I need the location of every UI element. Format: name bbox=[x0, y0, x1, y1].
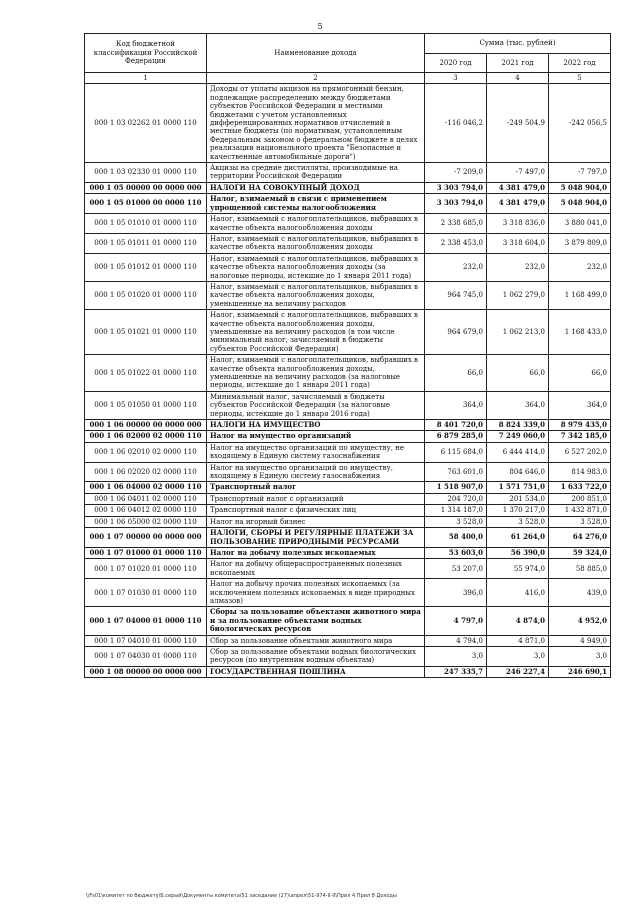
table-row bbox=[85, 310, 611, 355]
table-row bbox=[85, 281, 611, 309]
row-value: 1 370 217,0 bbox=[487, 505, 549, 516]
header-year-2: 2021 год bbox=[487, 53, 549, 73]
table-row bbox=[85, 547, 611, 558]
row-value: 7 249 060,0 bbox=[487, 431, 549, 442]
row-name: Налог на добычу прочих полезных ископаемых (за исключением полезных ископаемых в виде природных алмазов) bbox=[207, 579, 425, 607]
header-num-1: 1 bbox=[85, 73, 207, 84]
row-name: Акцизы на средние дистилляты, производимые на территории Российской Федерации bbox=[207, 163, 425, 183]
row-code: 000 1 05 01050 01 0000 110 bbox=[85, 391, 207, 419]
row-value: 7 342 185,0 bbox=[549, 431, 611, 442]
row-value: -249 504,9 bbox=[487, 84, 549, 163]
row-name: Налог, взимаемый с налогоплательщиков, выбравших в качестве объекта налогообложения доходы, уменьшенные на величину расходов bbox=[207, 281, 425, 309]
row-value: 4 871,0 bbox=[487, 635, 549, 646]
row-name: Транспортный налог с физических лиц bbox=[207, 505, 425, 516]
row-value: 6 879 285,0 bbox=[425, 431, 487, 442]
row-value: 3 528,0 bbox=[549, 516, 611, 527]
row-code: 000 1 06 02020 02 0000 110 bbox=[85, 462, 207, 482]
row-value: 8 979 435,0 bbox=[549, 420, 611, 431]
row-value: 4 794,0 bbox=[425, 635, 487, 646]
row-name: Сбор за пользование объектами животного мира bbox=[207, 635, 425, 646]
row-value: 1 432 871,0 bbox=[549, 505, 611, 516]
row-code: 000 1 07 01030 01 0000 110 bbox=[85, 579, 207, 607]
table-row bbox=[85, 233, 611, 253]
row-value: 1 633 722,0 bbox=[549, 482, 611, 493]
row-value: -242 056,5 bbox=[549, 84, 611, 163]
table-row bbox=[85, 163, 611, 183]
row-value: 247 335,7 bbox=[425, 666, 487, 677]
row-code: 000 1 07 04030 01 0000 110 bbox=[85, 646, 207, 666]
row-value: 3,0 bbox=[425, 646, 487, 666]
row-value: 58 885,0 bbox=[549, 559, 611, 579]
row-name: Налог, взимаемый с налогоплательщиков, выбравших в качестве объекта налогообложения доходы, уменьшенные на величину расходов (в том числе минимальный налог, зачисляемый в бюджеты субъектов Российской Федерации) bbox=[207, 310, 425, 355]
row-value: 4 381 479,0 bbox=[487, 182, 549, 193]
row-value: 364,0 bbox=[425, 391, 487, 419]
row-name: Налог на игорный бизнес bbox=[207, 516, 425, 527]
row-value: 1 168 433,0 bbox=[549, 310, 611, 355]
row-code: 000 1 03 02262 01 0000 110 bbox=[85, 84, 207, 163]
row-value: 1 062 279,0 bbox=[487, 281, 549, 309]
row-code: 000 1 06 05000 02 0000 110 bbox=[85, 516, 207, 527]
row-value: 66,0 bbox=[425, 355, 487, 392]
revenue-table bbox=[84, 33, 611, 678]
row-code: 000 1 05 01020 01 0000 110 bbox=[85, 281, 207, 309]
header-year-1: 2020 год bbox=[425, 53, 487, 73]
row-value: 763 601,0 bbox=[425, 462, 487, 482]
row-value: 200 851,0 bbox=[549, 493, 611, 504]
row-name: ГОСУДАРСТВЕННАЯ ПОШЛИНА bbox=[207, 666, 425, 677]
row-value: 53 603,0 bbox=[425, 547, 487, 558]
table-row bbox=[85, 482, 611, 493]
row-name: Налог на имущество организаций bbox=[207, 431, 425, 442]
row-code: 000 1 05 00000 00 0000 000 bbox=[85, 182, 207, 193]
row-value: 232,0 bbox=[487, 253, 549, 281]
row-value: 364,0 bbox=[549, 391, 611, 419]
row-value: 6 527 202,0 bbox=[549, 442, 611, 462]
table-row bbox=[85, 559, 611, 579]
header-num-4: 4 bbox=[487, 73, 549, 84]
file-path-footer: \\Fs01\комитет по бюджету\Б.серый\Документы комитета\51 заседание (27)\апрел\51-974-II-II\Прил 4 Прил 8 Доходы bbox=[86, 893, 397, 899]
row-value: 3 879 809,0 bbox=[549, 233, 611, 253]
table-row bbox=[85, 431, 611, 442]
row-name: Минимальный налог, зачисляемый в бюджеты субъектов Российской Федерации (за налоговые периоды, истекшие до 1 января 2016 года) bbox=[207, 391, 425, 419]
row-value: 8 824 339,0 bbox=[487, 420, 549, 431]
row-value: 1 168 499,0 bbox=[549, 281, 611, 309]
table-row bbox=[85, 516, 611, 527]
table-row bbox=[85, 607, 611, 635]
row-value: 201 534,0 bbox=[487, 493, 549, 504]
table-row bbox=[85, 420, 611, 431]
row-code: 000 1 06 02000 02 0000 110 bbox=[85, 431, 207, 442]
row-value: 61 264,0 bbox=[487, 528, 549, 548]
row-code: 000 1 06 00000 00 0000 000 bbox=[85, 420, 207, 431]
table-body bbox=[85, 84, 611, 678]
row-value: 364,0 bbox=[487, 391, 549, 419]
row-value: 8 401 720,0 bbox=[425, 420, 487, 431]
row-value: 416,0 bbox=[487, 579, 549, 607]
row-code: 000 1 07 01020 01 0000 110 bbox=[85, 559, 207, 579]
row-value: 4 952,0 bbox=[549, 607, 611, 635]
row-value: 3 528,0 bbox=[425, 516, 487, 527]
table-row bbox=[85, 579, 611, 607]
row-value: 3 303 794,0 bbox=[425, 194, 487, 214]
row-value: -7 497,0 bbox=[487, 163, 549, 183]
table-row bbox=[85, 253, 611, 281]
table-row bbox=[85, 214, 611, 234]
row-value: 1 314 187,0 bbox=[425, 505, 487, 516]
row-value: 58 400,0 bbox=[425, 528, 487, 548]
row-name: Налог, взимаемый в связи с применением упрощенной системы налогообложения bbox=[207, 194, 425, 214]
row-value: 6 444 414,0 bbox=[487, 442, 549, 462]
row-code: 000 1 05 01000 00 0000 110 bbox=[85, 194, 207, 214]
row-value: 55 974,0 bbox=[487, 559, 549, 579]
row-value: 1 571 751,0 bbox=[487, 482, 549, 493]
row-value: 3,0 bbox=[549, 646, 611, 666]
table-row bbox=[85, 391, 611, 419]
row-name: НАЛОГИ, СБОРЫ И РЕГУЛЯРНЫЕ ПЛАТЕЖИ ЗА ПОЛЬЗОВАНИЕ ПРИРОДНЫМИ РЕСУРСАМИ bbox=[207, 528, 425, 548]
row-value: -7 209,0 bbox=[425, 163, 487, 183]
header-num-3: 3 bbox=[425, 73, 487, 84]
row-name: Сбор за пользование объектами водных биологических ресурсов (по внутренним водным объектам) bbox=[207, 646, 425, 666]
header-year-3: 2022 год bbox=[549, 53, 611, 73]
row-code: 000 1 05 01021 01 0000 110 bbox=[85, 310, 207, 355]
row-value: 53 207,0 bbox=[425, 559, 487, 579]
row-value: 439,0 bbox=[549, 579, 611, 607]
header-num-2: 2 bbox=[207, 73, 425, 84]
row-value: 3 318 604,0 bbox=[487, 233, 549, 253]
row-code: 000 1 08 00000 00 0000 000 bbox=[85, 666, 207, 677]
row-value: 804 646,0 bbox=[487, 462, 549, 482]
table-row bbox=[85, 84, 611, 163]
row-code: 000 1 06 04011 02 0000 110 bbox=[85, 493, 207, 504]
row-name: Доходы от уплаты акцизов на прямогонный бензин, подлежащие распределению между бюджетами субъектов Российской Федерации и местными бюджетами с учетом установленных дифференцированных нормативов отчислений в местные бюджеты (по нормативам, установленным Федеральным законом о федеральном бюджете в целях реализации национального проекта "Безопасные и качественные автомобильные дороги") bbox=[207, 84, 425, 163]
row-code: 000 1 03 02330 01 0000 110 bbox=[85, 163, 207, 183]
row-value: 3 318 836,0 bbox=[487, 214, 549, 234]
table-row bbox=[85, 462, 611, 482]
row-name: Налог, взимаемый с налогоплательщиков, выбравших в качестве объекта налогообложения доходы bbox=[207, 214, 425, 234]
table-row bbox=[85, 182, 611, 193]
row-name: Сборы за пользование объектами животного мира и за пользование объектами водных биологических ресурсов bbox=[207, 607, 425, 635]
row-code: 000 1 07 04000 01 0000 110 bbox=[85, 607, 207, 635]
row-name: НАЛОГИ НА ИМУЩЕСТВО bbox=[207, 420, 425, 431]
row-code: 000 1 05 01012 01 0000 110 bbox=[85, 253, 207, 281]
row-value: 3 528,0 bbox=[487, 516, 549, 527]
row-value: 964 679,0 bbox=[425, 310, 487, 355]
table-row bbox=[85, 666, 611, 677]
row-value: 64 276,0 bbox=[549, 528, 611, 548]
row-name: Налог на добычу общераспространенных полезных ископаемых bbox=[207, 559, 425, 579]
row-name: НАЛОГИ НА СОВОКУПНЫЙ ДОХОД bbox=[207, 182, 425, 193]
row-value: 964 745,0 bbox=[425, 281, 487, 309]
row-name: Налог на добычу полезных ископаемых bbox=[207, 547, 425, 558]
row-value: 1 518 907,0 bbox=[425, 482, 487, 493]
row-code: 000 1 05 01011 01 0000 110 bbox=[85, 233, 207, 253]
table-row bbox=[85, 505, 611, 516]
row-value: 5 048 904,0 bbox=[549, 194, 611, 214]
row-name: Транспортный налог bbox=[207, 482, 425, 493]
row-code: 000 1 07 04010 01 0000 110 bbox=[85, 635, 207, 646]
table-row bbox=[85, 194, 611, 214]
row-value: 6 115 684,0 bbox=[425, 442, 487, 462]
row-code: 000 1 06 04012 02 0000 110 bbox=[85, 505, 207, 516]
row-value: 204 720,0 bbox=[425, 493, 487, 504]
header-num-5: 5 bbox=[549, 73, 611, 84]
row-value: 4 797,0 bbox=[425, 607, 487, 635]
header-name: Наименование дохода bbox=[207, 34, 425, 73]
row-value: 232,0 bbox=[549, 253, 611, 281]
row-value: 3 880 041,0 bbox=[549, 214, 611, 234]
page-number: 5 bbox=[317, 22, 323, 31]
row-value: 2 338 685,0 bbox=[425, 214, 487, 234]
row-name: Налог на имущество организаций по имуществу, не входящему в Единую систему газоснабжения bbox=[207, 442, 425, 462]
row-name: Налог, взимаемый с налогоплательщиков, выбравших в качестве объекта налогообложения доходы bbox=[207, 233, 425, 253]
row-value: 66,0 bbox=[487, 355, 549, 392]
row-value: 5 048 904,0 bbox=[549, 182, 611, 193]
table-row bbox=[85, 493, 611, 504]
table-row bbox=[85, 355, 611, 392]
table-row bbox=[85, 646, 611, 666]
row-value: 4 874,0 bbox=[487, 607, 549, 635]
row-name: Налог, взимаемый с налогоплательщиков, выбравших в качестве объекта налогообложения доходы (за налоговые периоды, истекшие до 1 января 2011 года) bbox=[207, 253, 425, 281]
row-code: 000 1 06 04000 02 0000 110 bbox=[85, 482, 207, 493]
row-value: 3 303 794,0 bbox=[425, 182, 487, 193]
row-value: 2 338 453,0 bbox=[425, 233, 487, 253]
row-value: 246 227,4 bbox=[487, 666, 549, 677]
header-sum: Сумма (тыс. рублей) bbox=[425, 34, 611, 54]
row-code: 000 1 05 01022 01 0000 110 bbox=[85, 355, 207, 392]
row-value: -7 797,0 bbox=[549, 163, 611, 183]
row-code: 000 1 07 01000 01 0000 110 bbox=[85, 547, 207, 558]
row-name: Транспортный налог с организаций bbox=[207, 493, 425, 504]
row-value: 56 390,0 bbox=[487, 547, 549, 558]
row-value: 59 324,0 bbox=[549, 547, 611, 558]
row-code: 000 1 05 01010 01 0000 110 bbox=[85, 214, 207, 234]
row-value: 66,0 bbox=[549, 355, 611, 392]
row-value: 1 062 213,0 bbox=[487, 310, 549, 355]
row-value: -116 046,2 bbox=[425, 84, 487, 163]
row-name: Налог, взимаемый с налогоплательщиков, выбравших в качестве объекта налогообложения доходы, уменьшенные на величину расходов (за налоговые периоды, истекшие до 1 января 2011 года) bbox=[207, 355, 425, 392]
table-row bbox=[85, 528, 611, 548]
header-code: Код бюджетной классификации Российской Федерации bbox=[85, 34, 207, 73]
row-value: 396,0 bbox=[425, 579, 487, 607]
row-value: 4 949,0 bbox=[549, 635, 611, 646]
row-name: Налог на имущество организаций по имуществу, входящему в Единую систему газоснабжения bbox=[207, 462, 425, 482]
row-value: 232,0 bbox=[425, 253, 487, 281]
row-value: 814 983,0 bbox=[549, 462, 611, 482]
row-value: 3,0 bbox=[487, 646, 549, 666]
table-row bbox=[85, 442, 611, 462]
row-code: 000 1 07 00000 00 0000 000 bbox=[85, 528, 207, 548]
row-value: 4 381 479,0 bbox=[487, 194, 549, 214]
row-value: 246 690,1 bbox=[549, 666, 611, 677]
row-code: 000 1 06 02010 02 0000 110 bbox=[85, 442, 207, 462]
table-row bbox=[85, 635, 611, 646]
